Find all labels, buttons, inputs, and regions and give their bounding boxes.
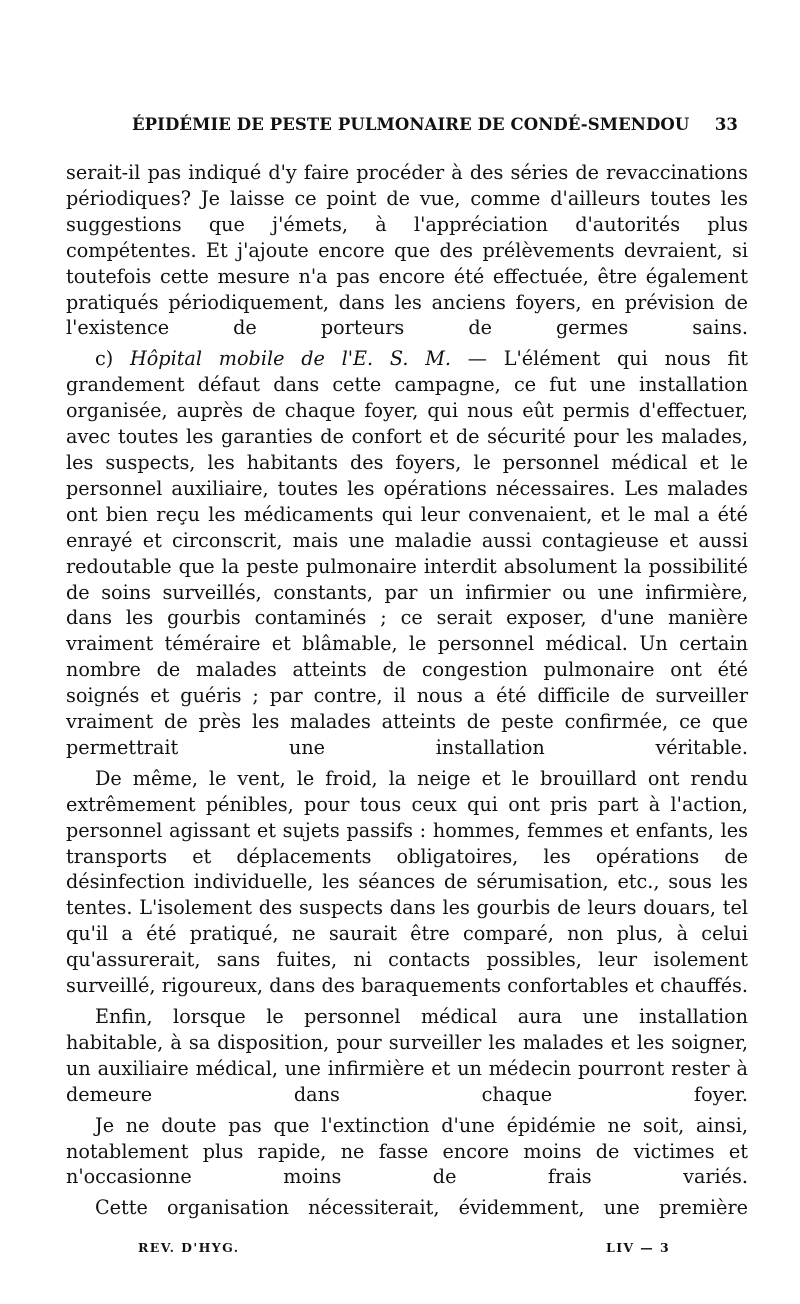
paragraph-3: De même, le vent, le froid, la neige et le brouillard ont rendu extrêmement pénibles, pour tous ceux qui ont pris part à l'action, personnel agissant et sujets passifs : hommes, femmes et enfants, les transports et déplacements obligatoires, les opérations de désinfection individuelle, les séances de sérumisation, etc., sous les tentes. L'isolement des suspects dans les gourbis de leurs douars, tel qu'il a été pratiqué, ne saurait être comparé, non plus, à celui qu'assurerait, sans fuites, ni contacts possibles, leur isolement surveillé, rigoureux, dans des baraquements confortables et chauffés. xyxy=(66,766,748,998)
volume-signature: LIV — 3 xyxy=(606,1240,671,1255)
paragraph-6: Cette organisation nécessiterait, évidemment, une première xyxy=(95,1196,748,1220)
body-text xyxy=(66,160,748,1226)
journal-signature: REV. D'HYG. xyxy=(138,1240,240,1255)
page-footer xyxy=(0,1240,800,1260)
section-heading: Hôpital mobile de l'E. S. M. xyxy=(130,347,452,371)
paragraph-2-text: — L'élément qui nous fit grandement défaut dans cette campagne, ce fut une installation organisée, auprès de chaque foyer, qui nous eût permis d'effectuer, avec toutes les garanties de confort et de sécurité pour les malades, les suspects, les habitants des foyers, le personnel médical et le personnel auxiliaire, toutes les opérations nécessaires. Les malades ont bien reçu les médicaments qui leur convenaient, et le mal a été enrayé et circonscrit, mais une maladie aussi contagieuse et aussi redoutable que la peste pulmonaire interdit absolument la possibilité de soins surveillés, constants, par un infirmier ou une infirmière, dans les gourbis contaminés ; ce serait exposer, d'une manière vraiment téméraire et blâmable, le personnel médical. Un certain nombre de malades atteints de congestion pulmonaire ont été soignés et guéris ; par contre, il nous a été difficile de surveiller vraiment de près les malades atteints de peste confirmée, ce que permettrait une installation véritable. xyxy=(66,347,748,759)
running-title: ÉPIDÉMIE DE PESTE PULMONAIRE DE CONDÉ-SMENDOU xyxy=(132,115,690,134)
paragraph-5: Je ne doute pas que l'extinction d'une épidémie ne soit, ainsi, notablement plus rapide, ne fasse encore moins de victimes et n'occasionne moins de frais variés. xyxy=(66,1113,748,1189)
section-label: c) xyxy=(95,347,131,371)
paragraph-2 xyxy=(66,346,748,761)
paragraph-4: Enfin, lorsque le personnel médical aura une installation habitable, à sa disposition, pour surveiller les malades et les soigner, un auxiliaire médical, une infirmière et un médecin pourront rester à demeure dans chaque foyer. xyxy=(66,1005,748,1106)
page-number: 33 xyxy=(714,115,738,134)
paragraph-1: serait-il pas indiqué d'y faire procéder à des séries de revaccinations périodiques? Je laisse ce point de vue, comme d'ailleurs toutes les suggestions que j'émets, à l'appréciation d'autorités plus compétentes. Et j'ajoute encore que des prélèvements devraient, si toutefois cette mesure n'a pas encore été effectuée, être également pratiqués périodiquement, dans les anciens foyers, en prévision de l'existence de porteurs de germes sains. xyxy=(66,161,748,340)
running-head xyxy=(132,115,750,139)
